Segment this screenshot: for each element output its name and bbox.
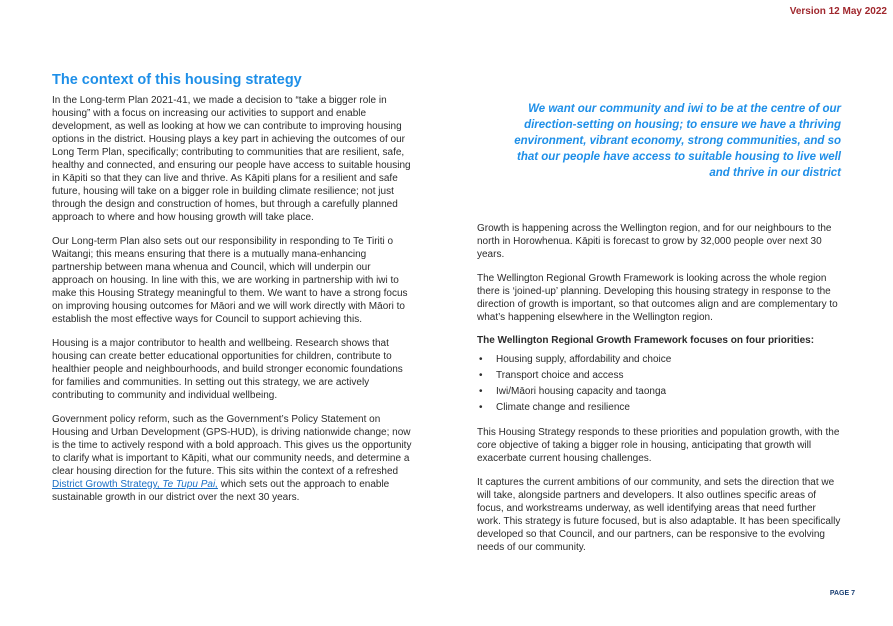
paragraph-te-tiriti: Our Long-term Plan also sets out our responsibility in responding to Te Tiriti o Waitangi; this means ensuring that there is a mutually mana-enhancing partnership between mana whenua and Council, which will underpin our approach on housing. In line with this, we are working in partnership with iwi to make this Housing Strategy meaningful to them. We want to have a strong focus on improving housing outcomes for Māori and we will work directly with Māori to establish the most effective ways for Council to support achieving this. (52, 236, 408, 325)
policy-text-after: which sets out the approach to enable sustainable growth in our district over the next 30 years. (52, 479, 390, 503)
paragraph-responds: This Housing Strategy responds to these priorities and population growth, with the core objective of taking a bigger role in housing, anticipating that growth will exacerbate current housing challenges. (477, 427, 840, 464)
paragraph-ambitions: It captures the current ambitions of our community, and sets the direction that we will take, alongside partners and developers. It also outlines specific areas of focus, and workstreams underway, as well identifying areas that need further work. This strategy is future focused, but is also adaptable. It has been specifically developed so that Council, and our partners, can be responsive to the evolving needs of our community. (477, 477, 841, 553)
paragraph-regional-framework: The Wellington Regional Growth Framework is looking across the whole region there is ‘joined-up’ planning. Developing this housing strategy in response to the direction of growth is important, so that outcomes align and are complementary to what’s happening elsewhere in the Wellington region. (477, 273, 838, 323)
list-item: • Housing supply, affordability and choice (477, 352, 842, 368)
list-item: • Transport choice and access (477, 368, 842, 384)
paragraph-growth: Growth is happening across the Wellington region, and for our neighbours to the north in Horowhenua. Kāpiti is forecast to grow by 32,000 people over next 30 years. (477, 223, 832, 260)
paragraph-ltp: In the Long-term Plan 2021-41, we made a decision to “take a bigger role in housing” with a focus on increasing our activities to support and enable development, as well as looking at how we can contribute to improving housing options in the district. Housing plays a key part in achieving the outcomes of our Long Term Plan, specifically; contributing to communities that are resilient, safe, healthy and connected, and ensuring our people have access to suitable housing in Kāpiti so that they can live and thrive. As Kāpiti plans for a resilient and safe future, housing will take on a bigger role in building climate resilience; not just through the design and construction of homes, but through a carefully planned approach to where and how housing growth will take place. (52, 95, 411, 223)
paragraph-policy-reform (52, 413, 414, 504)
left-column (52, 72, 414, 515)
paragraph-wellbeing: Housing is a major contributor to health and wellbeing. Research shows that housing can create better educational opportunities for children, contribute to healthier people and neighbourhoods, and build stronger economic foundations for families and communities. In setting out this strategy, we are actively contributing to community and individual wellbeing. (52, 338, 403, 401)
growth-strategy-link[interactable] (52, 479, 218, 490)
te-tupu-pai-link-text: Te Tupu Pai, (162, 479, 218, 490)
list-item: • Iwi/Māori housing capacity and taonga (477, 384, 842, 400)
priorities-heading: The Wellington Regional Growth Framework focuses on four priorities: (477, 335, 815, 346)
priorities-list (477, 352, 842, 416)
list-item: • Climate change and resilience (477, 400, 842, 416)
pull-quote: We want our community and iwi to be at the centre of our direction-setting on housing; to ensure we have a thriving environment, vibrant economy, strong communities, and so that our people have access to suitable housing to live well and thrive in our district (514, 103, 841, 179)
policy-text-before: Government policy reform, such as the Government’s Policy Statement on Housing and Urban Development (GPS-HUD), is driving nationwide change; now is the time to actively respond with a bold approach. This gives us the opportunity to clarify what is important to Kāpiti, what our community needs, and determine a clear housing direction for the future. This sits within the context of a refreshed (52, 414, 412, 477)
version-label: Version 12 May 2022 (789, 6, 887, 17)
section-title: The context of this housing strategy (52, 72, 302, 88)
right-column (477, 222, 842, 565)
page-number: PAGE 7 (829, 590, 855, 597)
growth-strategy-link-text: District Growth Strategy, (52, 479, 163, 490)
